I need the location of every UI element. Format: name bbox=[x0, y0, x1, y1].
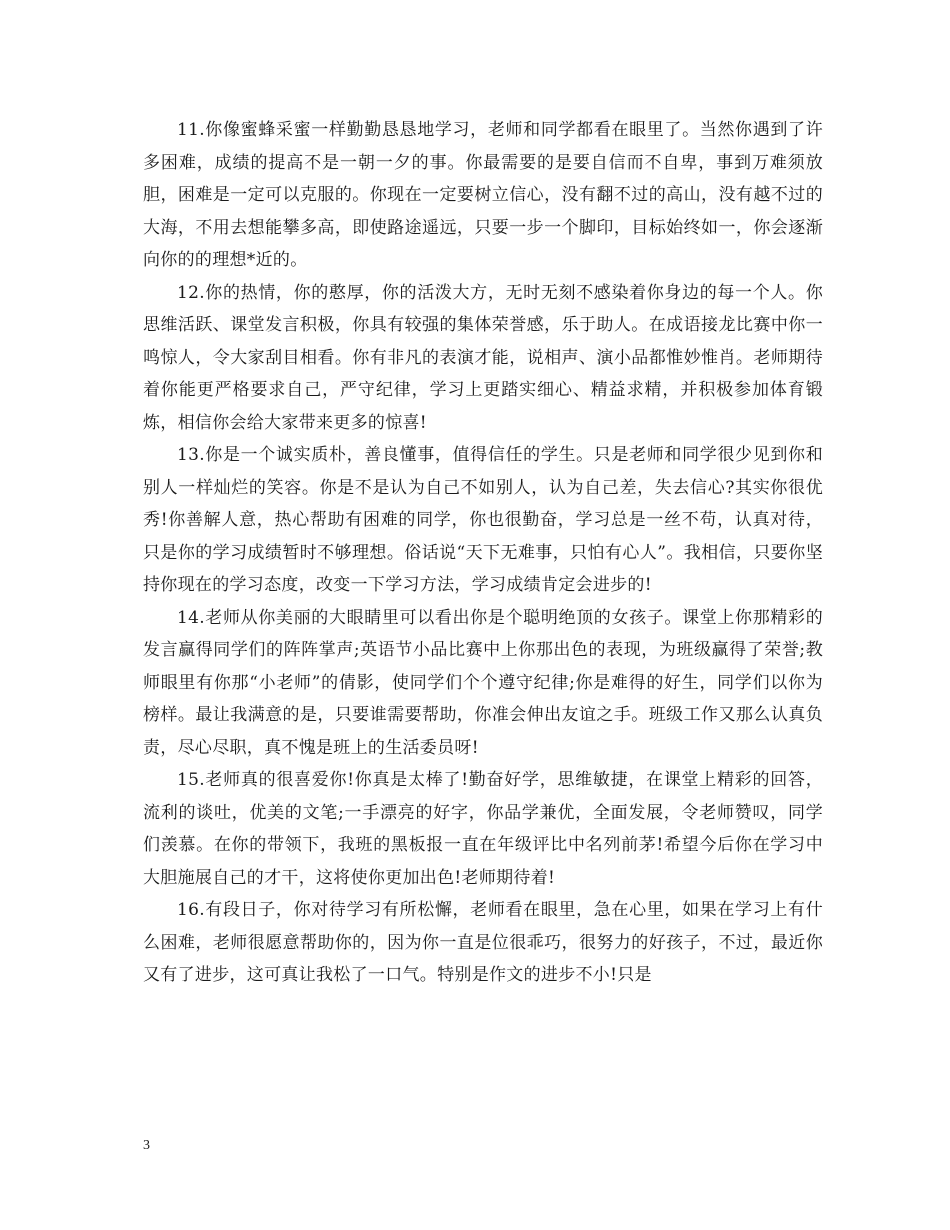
document-body bbox=[143, 114, 823, 992]
page-number: 3 bbox=[143, 1138, 150, 1153]
paragraph-13: 13.你是一个诚实质朴，善良懂事，值得信任的学生。只是老师和同学很少见到你和别人一样灿烂的笑容。你是不是认为自己不如别人，认为自己差，失去信心?其实你很优秀!你善解人意，热心帮助有困难的同学，你也很勤奋，学习总是一丝不苟，认真对待，只是你的学习成绩暂时不够理想。俗话说“天下无难事，只怕有心人”。我相信，只要你坚持你现在的学习态度，改变一下学习方法，学习成绩肯定会进步的! bbox=[143, 445, 823, 595]
paragraph-12: 12.你的热情，你的憨厚，你的活泼大方，无时无刻不感染着你身边的每一个人。你思维活跃、课堂发言积极，你具有较强的集体荣誉感，乐于助人。在成语接龙比赛中你一鸣惊人，令大家刮目相看。你有非凡的表演才能，说相声、演小品都惟妙惟肖。老师期待着你能更严格要求自己，严守纪律，学习上更踏实细心、精益求精，并积极参加体育锻炼，相信你会给大家带来更多的惊喜! bbox=[143, 282, 823, 433]
paragraph-14: 14.老师从你美丽的大眼睛里可以看出你是个聪明绝顶的女孩子。课堂上你那精彩的发言赢得同学们的阵阵掌声;英语节小品比赛中上你那出色的表现，为班级赢得了荣誉;教师眼里有你那“小老师”的倩影，使同学们个个遵守纪律;你是难得的好生，同学们以你为榜样。最让我满意的是，只要谁需要帮助，你准会伸出友谊之手。班级工作又那么认真负责，尽心尽职，真不愧是班上的生活委员呀! bbox=[143, 607, 823, 758]
paragraph-16: 16.有段日子，你对待学习有所松懈，老师看在眼里，急在心里，如果在学习上有什么困难，老师很愿意帮助你的，因为你一直是位很乖巧，很努力的好孩子，不过，最近你又有了进步，这可真让我松了一口气。特别是作文的进步不小!只是 bbox=[143, 900, 823, 985]
paragraph-15: 15.老师真的很喜爱你!你真是太棒了!勤奋好学，思维敏捷，在课堂上精彩的回答，流利的谈吐，优美的文笔;一手漂亮的好字，你品学兼优，全面发展，令老师赞叹，同学们羡慕。在你的带领下，我班的黑板报一直在年级评比中名列前茅!希望今后你在学习中大胆施展自己的才干，这将使你更加出色!老师期待着! bbox=[143, 770, 823, 888]
paragraph-11: 11.你像蜜蜂采蜜一样勤勤恳恳地学习，老师和同学都看在眼里了。当然你遇到了许多困难，成绩的提高不是一朝一夕的事。你最需要的是要自信而不自卑，事到万难须放胆，困难是一定可以克服的。你现在一定要树立信心，没有翻不过的高山，没有越不过的大海，不用去想能攀多高，即使路途遥远，只要一步一个脚印，目标始终如一，你会逐渐向你的的理想*近的。 bbox=[143, 120, 823, 270]
